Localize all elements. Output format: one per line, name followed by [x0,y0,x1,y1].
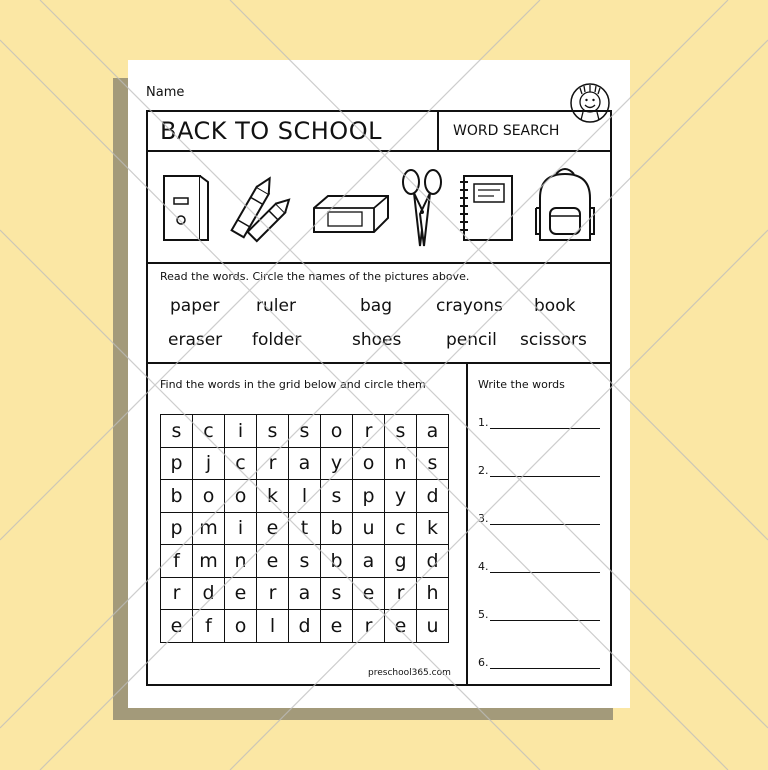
grid-cell[interactable]: d [417,480,449,513]
write-line-1[interactable] [478,416,600,429]
grid-cell[interactable]: m [193,513,225,546]
grid-cell[interactable]: o [193,480,225,513]
grid-cell[interactable]: u [353,513,385,546]
grid-cell[interactable]: f [193,610,225,643]
grid-cell[interactable]: c [385,513,417,546]
grid-cell[interactable]: o [321,415,353,448]
line-number: 3. [478,512,489,525]
word-book: book [534,296,576,316]
grid-instruction: Find the words in the grid below and circle them [160,378,426,391]
grid-cell[interactable]: r [161,578,193,611]
grid-cell[interactable]: s [289,545,321,578]
answer-line[interactable] [490,608,600,621]
line-number: 5. [478,608,489,621]
word-search-grid [160,414,449,643]
grid-cell[interactable]: b [161,480,193,513]
grid-cell[interactable]: m [193,545,225,578]
grid-cell[interactable]: r [353,415,385,448]
grid-cell[interactable]: a [289,578,321,611]
grid-cell[interactable]: i [225,513,257,546]
write-line-4[interactable] [478,560,600,573]
grid-cell[interactable]: s [385,415,417,448]
grid-cell[interactable]: a [353,545,385,578]
word-bank-instruction: Read the words. Circle the names of the pictures above. [160,270,470,283]
worksheet-subtitle: WORD SEARCH [453,123,560,139]
grid-cell[interactable]: d [193,578,225,611]
grid-cell[interactable]: s [321,578,353,611]
grid-cell[interactable]: o [225,480,257,513]
grid-cell[interactable]: b [321,513,353,546]
grid-cell[interactable]: r [257,578,289,611]
answer-line[interactable] [490,464,600,477]
grid-cell[interactable]: r [257,448,289,481]
write-line-6[interactable] [478,656,600,669]
line-number: 6. [478,656,489,669]
pictures-panel [146,152,612,264]
answer-line[interactable] [490,560,600,573]
grid-cell[interactable]: e [257,545,289,578]
grid-cell[interactable]: b [321,545,353,578]
grid-cell[interactable]: e [353,578,385,611]
grid-cell[interactable]: n [385,448,417,481]
word-shoes: shoes [352,330,402,350]
grid-cell[interactable]: j [193,448,225,481]
grid-cell[interactable]: u [417,610,449,643]
name-label: Name [146,85,185,100]
grid-cell[interactable]: s [321,480,353,513]
scissors-icon [400,166,444,250]
answer-line[interactable] [490,656,600,669]
word-crayons: crayons [436,296,503,316]
word-bag: bag [360,296,392,316]
grid-cell[interactable]: r [353,610,385,643]
grid-cell[interactable]: s [161,415,193,448]
backpack-icon [530,162,600,246]
grid-cell[interactable]: e [225,578,257,611]
grid-cell[interactable]: r [385,578,417,611]
answer-line[interactable] [490,416,600,429]
grid-cell[interactable]: c [225,448,257,481]
notebook-icon [458,174,516,242]
grid-cell[interactable]: s [417,448,449,481]
worksheet-page [128,60,630,708]
grid-cell[interactable]: y [321,448,353,481]
grid-cell[interactable]: y [385,480,417,513]
word-eraser: eraser [168,330,223,350]
title-bar [146,110,612,152]
grid-cell[interactable]: e [161,610,193,643]
grid-cell[interactable]: d [417,545,449,578]
binder-icon [162,174,210,242]
word-bank-panel [146,264,612,364]
grid-cell[interactable]: s [289,415,321,448]
grid-cell[interactable]: n [225,545,257,578]
panel-divider [466,364,468,684]
write-line-2[interactable] [478,464,600,477]
grid-cell[interactable]: p [161,448,193,481]
write-instruction: Write the words [478,378,565,391]
grid-cell[interactable]: d [289,610,321,643]
grid-cell[interactable]: o [225,610,257,643]
worksheet-title: BACK TO SCHOOL [148,112,439,150]
word-ruler: ruler [256,296,296,316]
grid-cell[interactable]: o [353,448,385,481]
website-label: preschool365.com [368,668,451,678]
grid-cell[interactable]: c [193,415,225,448]
grid-cell[interactable]: h [417,578,449,611]
word-pencil: pencil [446,330,497,350]
grid-cell[interactable]: l [289,480,321,513]
answer-line[interactable] [490,512,600,525]
grid-cell[interactable]: e [385,610,417,643]
line-number: 4. [478,560,489,573]
crayons-icon [226,172,292,244]
grid-cell[interactable]: i [225,415,257,448]
line-number: 1. [478,416,489,429]
grid-cell[interactable]: t [289,513,321,546]
grid-cell[interactable]: a [289,448,321,481]
write-line-3[interactable] [478,512,600,525]
grid-cell[interactable]: k [417,513,449,546]
activity-panel [146,364,612,686]
grid-cell[interactable]: f [161,545,193,578]
grid-cell[interactable]: k [257,480,289,513]
word-paper: paper [170,296,220,316]
write-line-5[interactable] [478,608,600,621]
grid-cell[interactable]: p [353,480,385,513]
grid-cell[interactable]: e [321,610,353,643]
grid-cell[interactable]: l [257,610,289,643]
grid-cell[interactable]: s [257,415,289,448]
line-number: 2. [478,464,489,477]
grid-cell[interactable]: g [385,545,417,578]
word-scissors: scissors [520,330,587,350]
word-folder: folder [252,330,302,350]
eraser-icon [310,192,392,236]
grid-cell[interactable]: a [417,415,449,448]
grid-cell[interactable]: p [161,513,193,546]
grid-cell[interactable]: e [257,513,289,546]
